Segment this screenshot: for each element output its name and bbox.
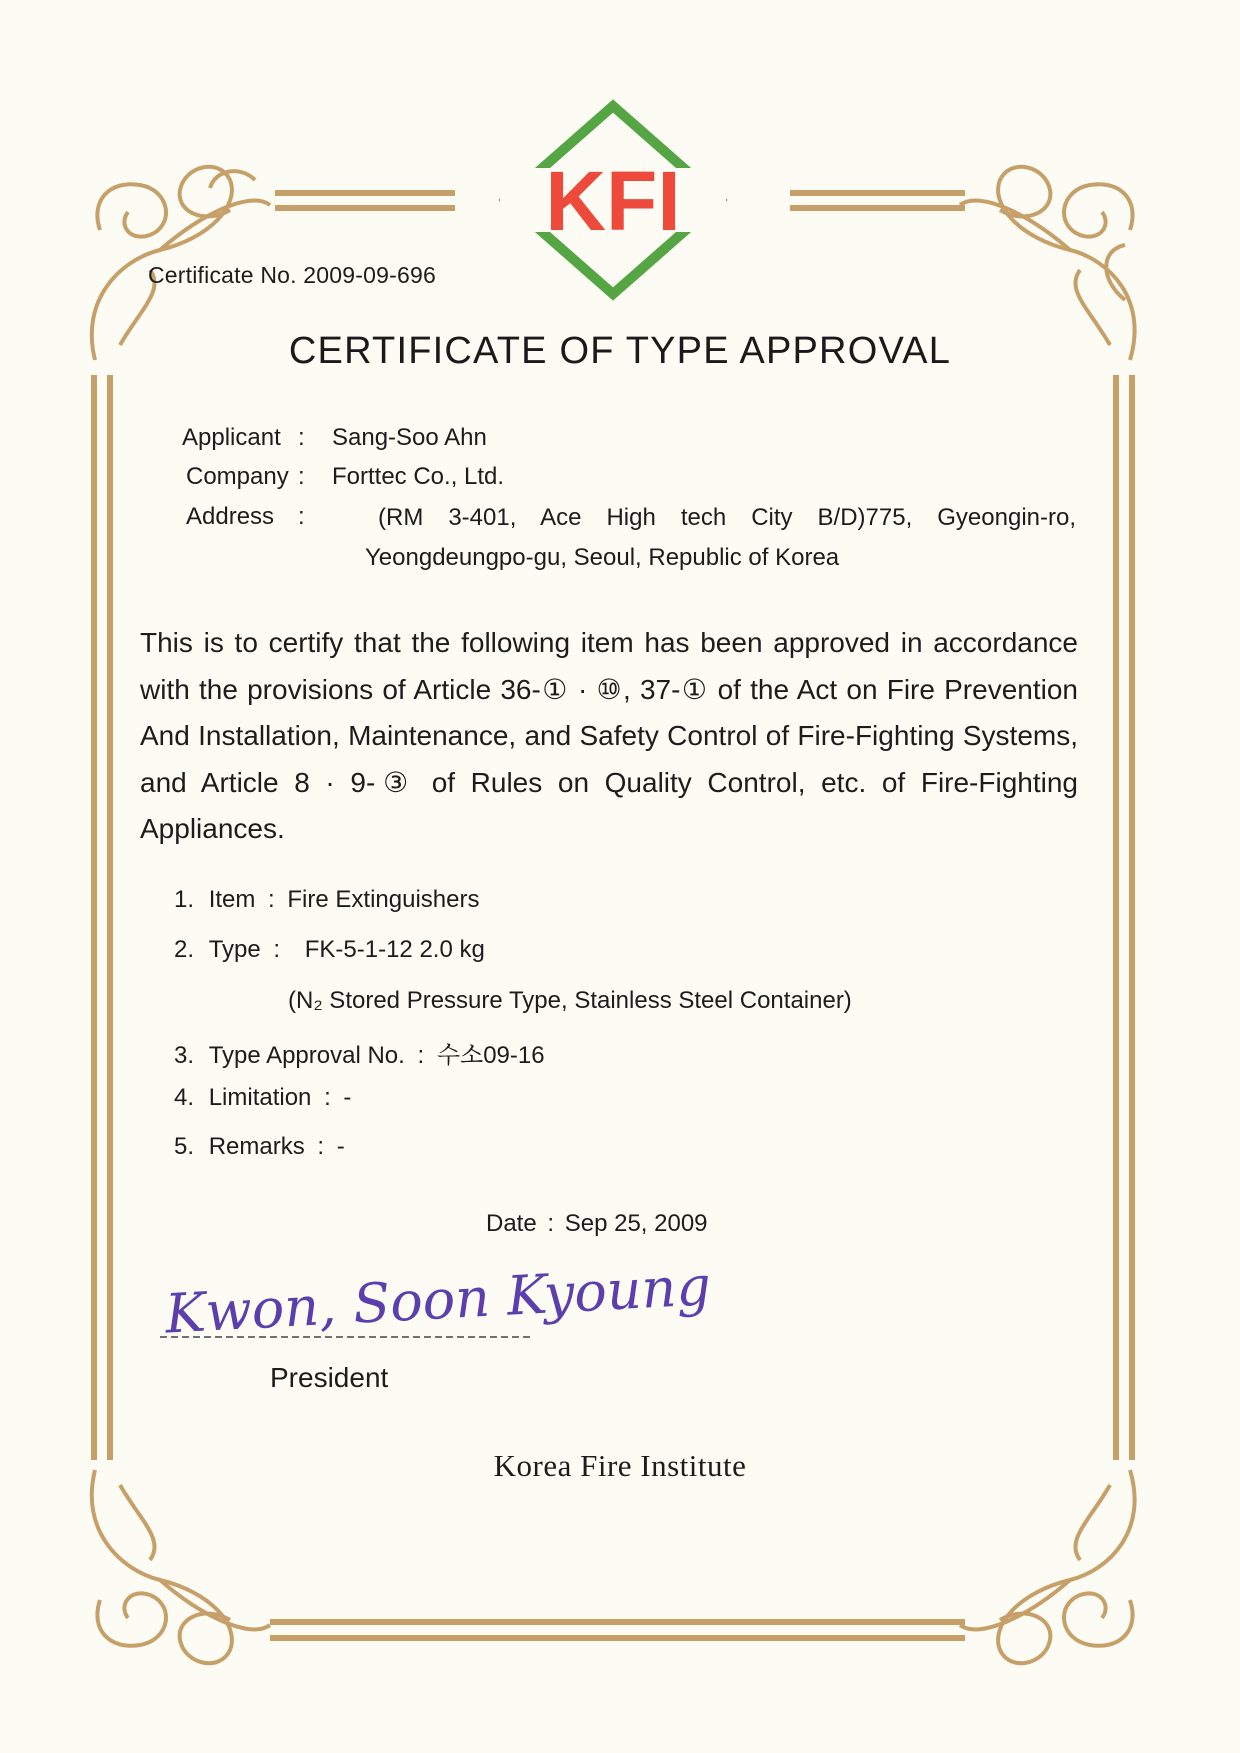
applicant-colon: : xyxy=(298,424,305,451)
address-label: Address xyxy=(186,503,275,530)
certificate-number: Certificate No. 2009-09-696 xyxy=(148,262,436,288)
kfi-logo xyxy=(498,100,728,300)
item-row-4: 4. Limitation : - xyxy=(174,1084,352,1111)
applicant-label: Applicant xyxy=(182,424,281,451)
signatory-title: President xyxy=(270,1362,389,1393)
issuer-name: Korea Fire Institute xyxy=(493,1448,747,1483)
page-title: CERTIFICATE OF TYPE APPROVAL xyxy=(288,330,952,372)
company-value: Forttec Co., Ltd. xyxy=(332,463,505,490)
item-row-2: 2. Type : FK-5-1-12 2.0 kg xyxy=(174,936,485,963)
address-colon: : xyxy=(298,503,305,530)
corner-ornament-bottom-right xyxy=(960,1470,1135,1663)
issue-date: Date : Sep 25, 2009 xyxy=(486,1210,708,1237)
item-row-5: 5. Remarks : - xyxy=(174,1133,345,1160)
signature-text: Kwon, Soon Kyoung xyxy=(163,1254,713,1346)
item-row-1: 1. Item : Fire Extinguishers xyxy=(174,886,480,913)
company-colon: : xyxy=(298,463,305,490)
item-type-detail: (N₂ Stored Pressure Type, Stainless Steel Container) xyxy=(288,987,852,1014)
president-signature xyxy=(150,1245,713,1355)
applicant-value: Sang-Soo Ahn xyxy=(332,424,487,451)
item-row-3: 3. Type Approval No. : 수소09-16 xyxy=(174,1042,545,1069)
company-label: Company xyxy=(186,463,289,490)
address-line-2: Yeongdeungpo-gu, Seoul, Republic of Korea xyxy=(365,544,840,571)
kfi-logo-text: KFI xyxy=(545,154,681,248)
corner-ornament-bottom-left xyxy=(92,1470,270,1663)
certification-statement: This is to certify that the following item has been approved in accordance with the provisions of Article 36-① · ⑩, 37-① of the Act on Fire Prevention And Installation, Maintenance, and Safety Control of Fire-Fighting Systems, and Article 8 · 9-③ of Rules on Quality Control, etc. of Fire-Fighting Appliances. xyxy=(140,627,1078,844)
address-line-1: (RM 3-401, Ace High tech City B/D)775, Gyeongin-ro, xyxy=(378,504,1076,531)
